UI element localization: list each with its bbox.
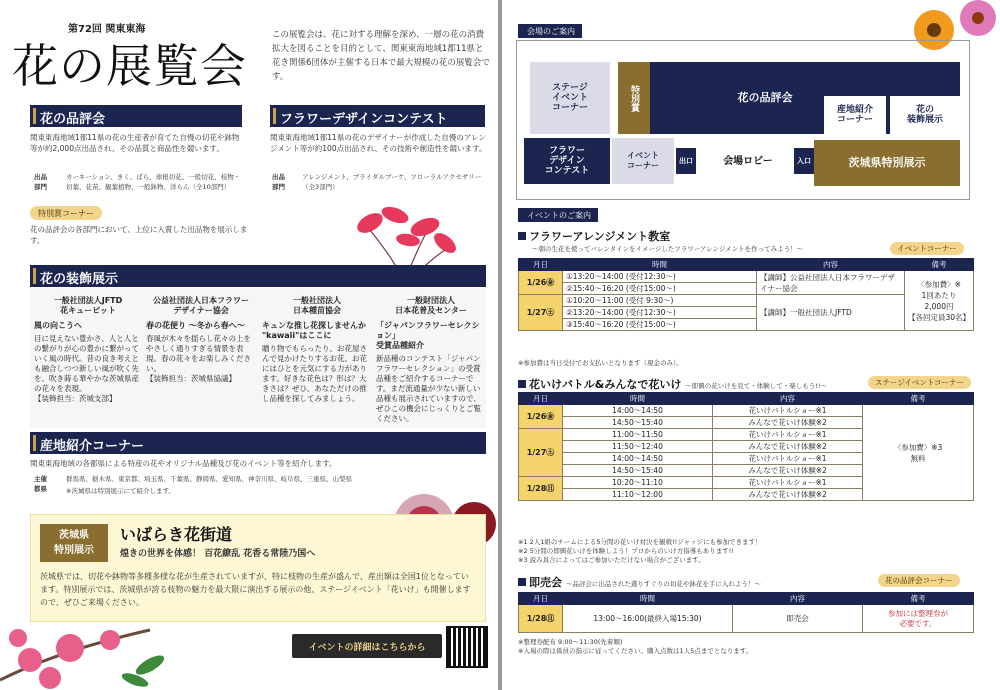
map-exit: 出口 — [676, 148, 696, 174]
sanchi-pref-label: 主催 都県 — [34, 475, 47, 493]
org-shubyo: 一般社団法人 日本種苗協会 キュンな推し花探しませんか "kawaii"はここに 贈り物でもらったり、お花屋さんで見かけたりするお花。お花にはひとを元気にする力があります。好きな花色は？形は？大きさは？ぜひ、あなただけの推し品種を探してみましょう。 — [262, 296, 367, 403]
sokubai-title: 即売会 〜品評会に出品された選りすぐりの切花や鉢花を手に入れよう！〜 — [518, 574, 761, 590]
arrangement-sub: 〜朝の生花を使ってバレンタインをイメージしたフラワーアレンジメントを作ってみよう！〜 — [532, 245, 804, 253]
map-sanchi: 産地紹介 コーナー — [824, 96, 886, 134]
hanaike-table: 月日 時間 内容 備考 1/26㊎ 14:00〜14:50 花いけバトルショー※1 〈参加費〉※3 無料 14:50〜15:40 みんなで花いけ体験※2 1/27㊏ 11:00〜11:50 花いけバトルショー※1 11:50〜12:40 みんなで花いけ体験※2 14:00〜14:50 花いけバトルショー※1 14:50〜15:40 みんなで花いけ体験※2 1/28㊐ 10:20〜11:10 花いけバトルショー※1 11:10〜12:00 みんなで花いけ体験※2 — [518, 392, 974, 501]
hanaike-corner: ステージイベントコーナー — [868, 376, 971, 389]
venue-heading: 会場のご案内 — [518, 24, 582, 38]
sanchi-note: ※茨城県は特別展示にて紹介します。 — [66, 487, 175, 495]
map-event: イベント コーナー — [612, 138, 674, 184]
ume-branch-image — [0, 610, 170, 690]
main-title: 花の展覧会 — [12, 39, 247, 93]
org-designer: 公益社団法人日本フラワー デザイナー協会 春の花便り 〜冬から春へ〜 春風が木々を揺らし花々の上をやさしく通りすぎる情景を表現。春の花々をお楽しみください。 【装飾担当：茨城県協議】 — [146, 296, 251, 383]
ibaraki-text: 茨城県では、切花や鉢物等多種多様な花が生産されていますが、特に枝物の生産が盛んで、産出額は全国1位となっています。特別展示では、茨城県が誇る枝物の魅力を最大限に演出する展示の他、ステージイベント「花いけ」も開催しますので、ぜひご来場ください。 — [40, 572, 471, 607]
event-detail-link[interactable]: イベントの詳細はこちらから — [292, 634, 442, 658]
events-heading: イベントのご案内 — [518, 208, 598, 222]
map-lobby: 会場ロビー — [723, 156, 773, 167]
right-page — [502, 0, 1000, 690]
map-tokubetsu: 特別賞 — [618, 62, 650, 134]
tokubetsu-label: 特別賞コーナー — [30, 206, 102, 220]
qr-code[interactable] — [446, 626, 488, 668]
hinpyokai-heading: 花の品評会 — [30, 105, 242, 127]
design-cat-label: 出品 部門 — [272, 173, 285, 191]
intro-text: この展覧会は、花に対する理解を深め、一層の花の消費拡大を図ることを目的として、関東東海地域1都11県と花き関係6団体が主催する日本で最大規模の花の展覧会です。 — [272, 30, 490, 82]
map-design: フラワー デザイン コンテスト — [524, 138, 610, 184]
ibaraki-badge: 茨城県 特別展示 — [40, 524, 108, 562]
left-page — [0, 0, 498, 690]
sanchi-prefs: 群馬県、栃木県、東京都、埼玉県、千葉県、静岡県、愛知県、神奈川県、岐阜県、三重県、山梨県 — [66, 475, 352, 483]
arrangement-corner: イベントコーナー — [890, 242, 964, 255]
map-entrance: 入口 — [794, 148, 814, 174]
sanchi-heading: 産地紹介コーナー — [30, 432, 486, 454]
map-stage: ステージ イベント コーナー — [530, 62, 610, 134]
org-jftd: 一般社団法人JFTD 花キューピット 風の向こうへ 目に見えない豊かさ、人と人との繋がりが心の豊かに繋がっていく風の時代。昔の良き考えとも融合しつつ新しい風が吹く先を、吹き蒔る華やかな茨城県産の花々を表現。 【装飾担当：茨城支部】 — [34, 296, 139, 403]
design-text: 関東東海地域1都11県の花のデザイナーが作成した自慢のアレンジメント等が約100点出品され、その技術や創造性を競います。 — [270, 133, 487, 153]
hanaike-notes: ※1 2人1組のチームによる5分間の花いけ対決を観戦!!ジャッジにも参加できます！ ※2 5分間の即興花いけを体験しよう！プロからのいけ方指導もあります!! ※3 説み具合によってはご参加いただけない場合がございます。 — [518, 538, 762, 564]
cyclamen-flower-image — [330, 195, 470, 275]
map-soshoku: 花の 装飾展示 — [890, 96, 960, 134]
sokubai-notes: ※整理券配布 9:00〜11:30(先着順) ※入場の際は係員の指示に従ってください。購入点数は1人5点までとなります。 — [518, 638, 753, 655]
sanchi-text: 関東東海地域の各都県による特産の花やオリジナル品種及び花のイベント等を紹介します。 — [30, 459, 337, 468]
sokubai-corner: 花の品評会コーナー — [878, 574, 960, 587]
org-fukyu: 一般財団法人 日本花普及センター 「ジャパンフラワーセレクション」 受賞品種紹介 新品種のコンテスト「ジャパンフラワーセレクション」の受賞品種をご紹介するコーナーです。まだ流通量が少ない新しい品種も展示されていますので、ぜひこの機会にじっくりとご覧ください。 — [376, 296, 481, 423]
arrangement-title: フラワーアレンジメント教室 — [518, 228, 670, 244]
hinpyokai-cats: カーネーション、きく、ばら、球根切花、一般切花、枝物・切葉、花苗、観葉植物、一般鉢物、洋らん（全10部門） — [66, 173, 241, 191]
hanaike-title: 花いけバトル&みんなで花いけ 〜即興の花いけを見て・体験して・楽しもう!!〜 — [518, 376, 827, 392]
arrangement-note: ※参加費は当日受付でお支払いとなります（現金のみ）。 — [518, 359, 683, 367]
hinpyokai-text: 関東東海地域1都11県の花の生産者が育てた自慢の切花や鉢物等が約2,000点出品され、その品質と商品性を競います。 — [30, 133, 240, 153]
ibaraki-subtitle: 煌きの世界を体感！ 百花繚乱 花香る常陸乃国へ — [120, 549, 316, 559]
map-hinpyokai: 花の品評会 — [650, 62, 960, 134]
edition-label: 第72回 関東東海 — [68, 24, 146, 35]
sokubai-table: 月日 時間 内容 備考 1/28㊐ 13:00〜16:00(最終入場15:30) 即売会 参加には整理券が 必要です。 — [518, 592, 974, 633]
ibaraki-title: いばらき花街道 — [120, 525, 233, 544]
hinpyokai-cat-label: 出品 部門 — [34, 173, 47, 191]
design-heading: フラワーデザインコンテスト — [270, 105, 485, 127]
design-cats: アレンジメント、ブライダルブーケ、フローラルアクセサリー（全3部門） — [302, 173, 482, 191]
tokubetsu-text: 花の品評会の各部門において、上位に入賞した出品物を展示します。 — [30, 225, 248, 245]
map-ibaraki: 茨城県特別展示 — [814, 140, 960, 186]
arrangement-table: 月日 時間 内容 備考 1/26㊎ ①13:20〜14:00 (受付12:30〜) 【講師】公益社団法人日本フラワーデザイナー協会 〈参加費〉※ 1回あたり 2,000円 【各回定員30名】 ②15:40〜16:20 (受付15:00〜) 1/27㊏ ①10:20〜11:00 (受付 9:30〜) 【講師】一般社団法人JFTD ②13:20〜14:00 (受付12:30〜) ③15:40〜16:20 (受付15:00〜) — [518, 258, 974, 331]
soshoku-heading: 花の装飾展示 — [30, 265, 486, 287]
